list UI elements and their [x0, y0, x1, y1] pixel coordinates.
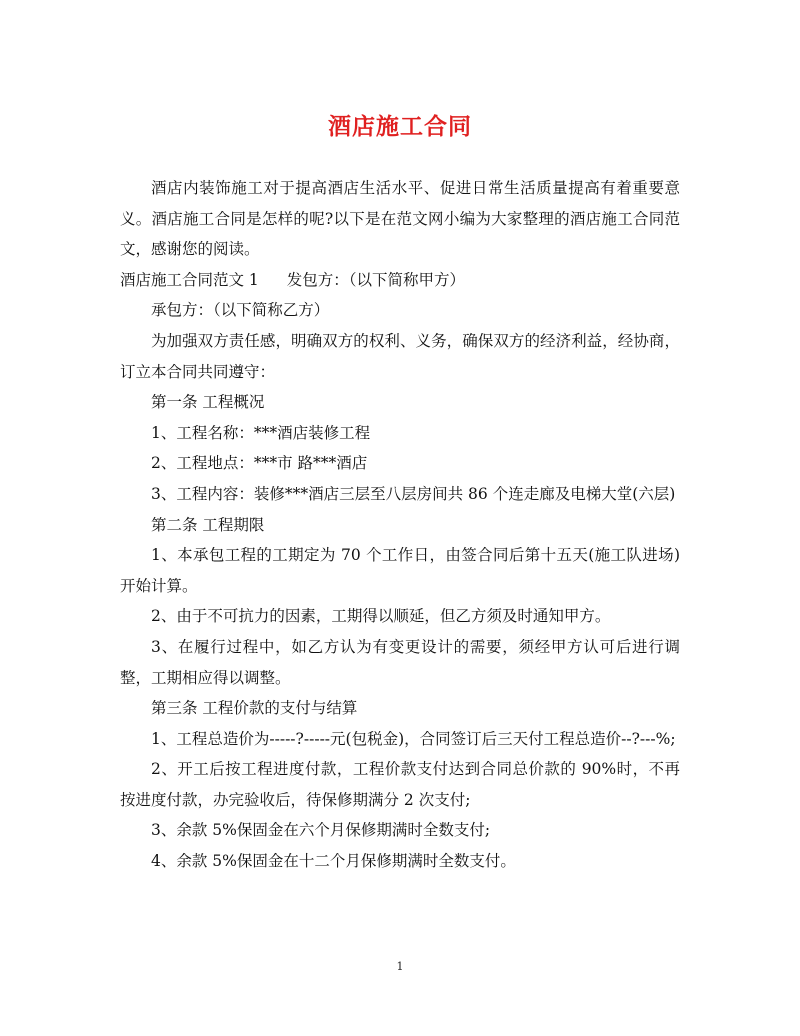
article-2-item-1: 1、本承包工程的工期定为 70 个工作日，由签合同后第十五天(施工队进场)开始计算。	[120, 546, 680, 595]
article-1-item-1: 1、工程名称：***酒店装修工程	[151, 423, 371, 442]
article-1-item-3: 3、工程内容：装修***酒店三层至八层房间共 86 个连走廊及电梯大堂(六层)	[151, 484, 676, 503]
article-3-heading: 第三条 工程价款的支付与结算	[151, 699, 358, 718]
article-2-item-2: 2、由于不可抗力的因素，工期得以顺延，但乙方须及时通知甲方。	[151, 607, 611, 626]
document-title: 酒店施工合同	[328, 113, 472, 140]
article-3-item-1: 1、工程总造价为-----?-----元(包税金)，合同签订后三天付工程总造价--?---%;	[151, 729, 676, 748]
article-3-item-3: 3、余款 5%保固金在六个月保修期满时全数支付;	[151, 821, 491, 840]
paragraph-preamble: 为加强双方责任感，明确双方的权利、义务，确保双方的经济利益，经协商，订立本合同共同遵守：	[120, 331, 680, 381]
article-1-item-2: 2、工程地点：***市 路***酒店	[151, 454, 368, 473]
document-body	[120, 173, 680, 877]
article-3-item-4: 4、余款 5%保固金在十二个月保修期满时全数支付。	[151, 852, 516, 871]
sample-heading-text: 酒店施工合同范文 1	[120, 270, 259, 289]
article-3-item-2: 2、开工后按工程进度付款，工程价款支付达到合同总价款的 90%时，不再按进度付款，办完验收后，待保修期满分 2 次支付;	[120, 760, 680, 809]
paragraph-intro: 酒店内装饰施工对于提高酒店生活水平、促进日常生活质量提高有着重要意义。酒店施工合同是怎样的呢?以下是在范文网小编为大家整理的酒店施工合同范文，感谢您的阅读。	[120, 179, 680, 259]
paragraph-sample-heading	[120, 265, 680, 296]
employer-line: 发包方：（以下简称甲方）	[286, 270, 466, 289]
paragraph-contractor: 承包方：（以下简称乙方）	[151, 301, 330, 320]
page-number: 1	[396, 960, 404, 973]
article-1-heading: 第一条 工程概况	[151, 393, 265, 412]
article-2-heading: 第二条 工程期限	[151, 515, 265, 534]
article-2-item-3: 3、在履行过程中，如乙方认为有变更设计的需要，须经甲方认可后进行调整，工期相应得以调整。	[120, 637, 680, 687]
